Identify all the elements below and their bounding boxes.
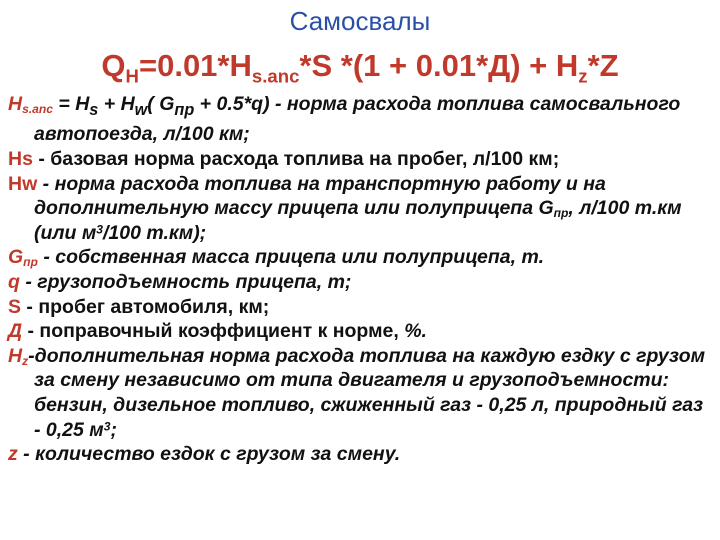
definition-text: - пробег автомобиля, км; bbox=[21, 295, 270, 318]
definition-text: = $H_s + H_w$( $G_{пр} + 0.5*q$) - норма расхода топлива самосвального автопоезда, л/100 км; bbox=[34, 93, 681, 146]
formula-subscript: s.anc bbox=[251, 65, 300, 87]
definition-hz bbox=[8, 344, 714, 442]
symbol: Hw bbox=[8, 172, 38, 195]
symbol: $G_{пр}$ bbox=[8, 246, 38, 270]
definition-text: - поправочный коэффициент к норме, bbox=[22, 320, 405, 343]
slide-title: Самосвалы bbox=[289, 6, 431, 36]
symbol: Hs bbox=[8, 148, 33, 171]
symbol: $H_z$ bbox=[8, 344, 29, 368]
definition-text: - количество ездок с грузом за смену. bbox=[17, 443, 401, 466]
formula-part: *Z bbox=[587, 48, 619, 83]
definition-hw bbox=[8, 172, 714, 246]
definition-text: - собственная масса прицепа или полуприцепа, т. bbox=[37, 246, 544, 269]
formula-part: Q bbox=[101, 48, 126, 83]
definition-text-unit: %. bbox=[404, 320, 427, 343]
symbol: z bbox=[8, 443, 18, 466]
definition-text: - грузоподъемность прицепа, т; bbox=[19, 271, 352, 294]
definition-z bbox=[8, 442, 714, 467]
fuel-consumption-formula bbox=[0, 48, 720, 87]
formula-subscript: z bbox=[578, 65, 588, 87]
definition-text: -дополнительная норма расхода топлива на каждую ездку с грузом за смену независимо от типа двигателя и грузоподъемности: бензин, дизельное топливо, сжиженный газ - 0,25 л, природный газ - 0,25 $м^3$; bbox=[28, 344, 706, 441]
definition-hs bbox=[8, 147, 714, 172]
formula-part: *S *(1 + 0.01*Д) + H bbox=[299, 48, 579, 83]
symbol: S bbox=[8, 295, 22, 318]
definition-d bbox=[8, 319, 714, 344]
definitions-list bbox=[8, 92, 714, 467]
symbol: Д bbox=[8, 320, 23, 343]
definition-hsanc bbox=[8, 92, 714, 147]
symbol: $H_{s.anc}$ bbox=[8, 93, 53, 117]
formula-subscript: Н bbox=[125, 65, 139, 87]
formula-part: =0.01*H bbox=[138, 48, 252, 83]
definition-text: - базовая норма расхода топлива на пробег, л/100 км; bbox=[32, 148, 560, 171]
definition-s bbox=[8, 295, 714, 320]
definition-q bbox=[8, 270, 714, 295]
definition-text: - норма расхода топлива на транспортную работу и на дополнительную массу прицепа или полуприцепа $G_{пр}$, л/100 т.км (или $м^3/100$ т.км); bbox=[34, 172, 682, 244]
symbol: q bbox=[8, 271, 20, 294]
definition-gpr bbox=[8, 245, 714, 270]
